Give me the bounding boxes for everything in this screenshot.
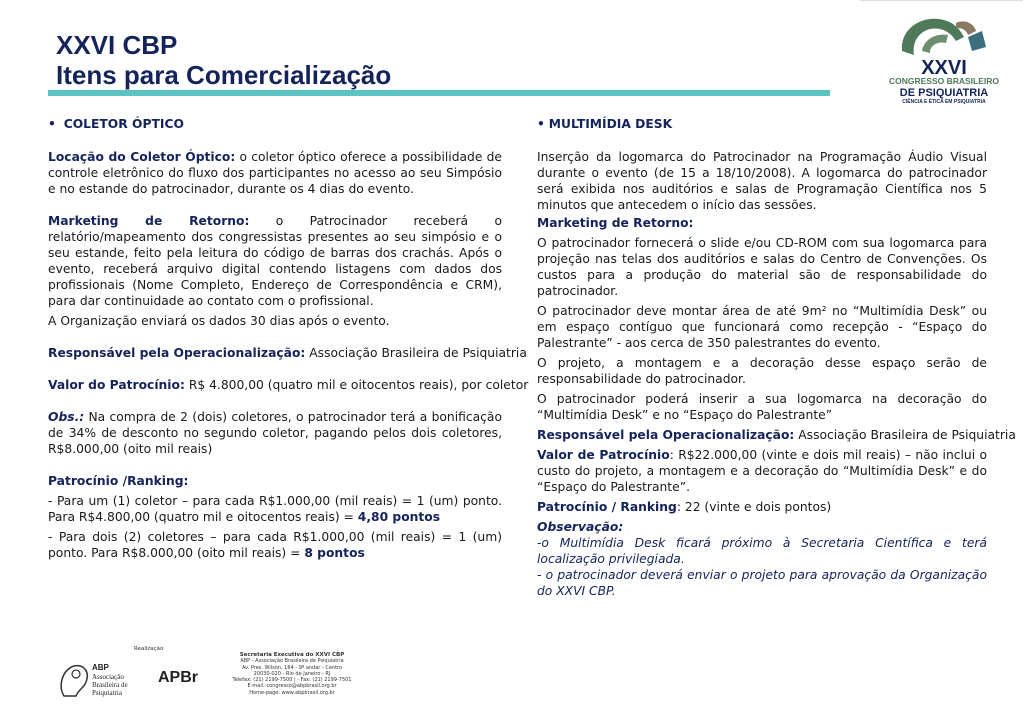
coletor-valor: Valor do Patrocínio: R$ 4.800,00 (quatro mil e oitocentos reais), por coletor — [48, 378, 529, 392]
coletor-ranking-1: - Para um (1) coletor – para cada R$1.000,00 (mil reais) = 1 (um) ponto. Para R$4.800,00 (quatro mil e oitocentos reais) = 4,80 pontos — [48, 494, 502, 524]
svg-text:DE PSIQUIATRIA: DE PSIQUIATRIA — [899, 87, 989, 99]
apbr-logo — [158, 664, 208, 688]
svg-text:Brasileira de: Brasileira de — [92, 681, 128, 689]
title-line-1: XXVI CBP — [56, 30, 178, 60]
multimidia-valor: Valor de Patrocínio: R$22.000,00 (vinte e dois mil reais) – não inclui o custo do projeto, a montagem e a decoração do “Multimídia Desk” e do “Espaço do Palestrante”. — [537, 448, 987, 494]
svg-text:CIÊNCIA E ÉTICA EM PSIQUIATRIA: CIÊNCIA E ÉTICA EM PSIQUIATRIA — [902, 99, 986, 105]
footer — [50, 644, 370, 704]
multimidia-obs-1: -o Multimídia Desk ficará próximo à Secretaria Científica e terá localização privilegiada. — [537, 536, 987, 566]
footer-secretaria — [232, 652, 352, 696]
coletor-marketing: Marketing de Retorno: o Patrocinador receberá o relatório/mapeamento dos congressistas presentes ao seu simpósio e o seu estande, feito pela leitura do código de barras dos crachás. Após o evento, receberá arquivo digital contendo listagens com dados dos profissionais (Nome Completo, Endereço de Correspondência e CRM), para dar continuidade ao contato com o profissional. — [48, 214, 502, 308]
congress-logo-graphic — [860, 1, 1023, 121]
title-line-2: Itens para Comercialização — [56, 60, 392, 90]
section-heading-coletor: • COLETOR ÓPTICO — [48, 117, 184, 131]
section-heading-multimidia: • MULTIMÍDIA DESK — [537, 117, 673, 131]
coletor-obs: Obs.: Na compra de 2 (dois) coletores, o patrocinador terá a bonificação de 34% de desconto no segundo coletor, pagando pelos dois coletores, R$8.000,00 (oito mil reais) — [48, 410, 502, 456]
svg-text:APBr: APBr — [158, 669, 199, 686]
svg-text:XXVI: XXVI — [921, 57, 967, 79]
svg-text:Associação: Associação — [92, 673, 124, 681]
multimidia-p2: O patrocinador fornecerá o slide e/ou CD-ROM com sua logomarca para projeção nas telas dos auditórios e salas do Centro de Convenções. Os custos para a produção do material são de responsabilidade do patrocinador. — [537, 236, 987, 298]
congress-logo — [860, 0, 1023, 121]
multimidia-responsavel: Responsável pela Operacionalização: Associação Brasileira de Psiquiatria — [537, 428, 1016, 442]
svg-text:ABP: ABP — [92, 663, 109, 672]
coletor-data-note: A Organização enviará os dados 30 dias após o evento. — [48, 314, 390, 328]
title-divider — [48, 90, 830, 96]
abp-logo — [54, 656, 154, 702]
coletor-ranking-label: Patrocínio /Ranking: — [48, 474, 189, 488]
multimidia-p5: O patrocinador poderá inserir a sua logomarca na decoração do “Multimídia Desk” e no “Espaço do Palestrante” — [537, 392, 987, 422]
footer-secretaria-address: ABP - Associação Brasileira de Psiquiatria Av. Pres. Wilson, 164 - 9º andar - Centro 20030-020 - Rio de Janeiro - RJ Telefax: (21) 2199-7500 | - Fax: (21) 2199-7501 E-mail: congresso@abpbrasil.org.br Home-page: www.abpbrasil.org.br — [232, 658, 352, 696]
multimidia-p3: O patrocinador deve montar área de até 9m² no “Multimídia Desk” ou em espaço contíguo que funcionará como recepção - “Espaço do Palestrante” - aos cerca de 350 palestrantes do evento. — [537, 304, 987, 350]
multimidia-ranking: Patrocínio / Ranking: 22 (vinte e dois pontos) — [537, 500, 832, 514]
left-column — [48, 116, 529, 561]
multimidia-description: Inserção da logomarca do Patrocinador na Programação Áudio Visual durante o evento (de 15 a 18/10/2008). A logomarca do patrocinador será exibida nos auditórios e salas de Programação Científica nos 5 minutos que antecedem o início das sessões. — [537, 150, 987, 212]
page-title — [56, 30, 391, 90]
right-column — [537, 116, 1016, 599]
footer-secretaria-title: Secretaria Executiva do XXVI CBP — [239, 652, 345, 658]
multimidia-p4: O projeto, a montagem e a decoração desse espaço serão de responsabilidade do patrocinador. — [537, 356, 987, 386]
multimidia-obs-2: - o patrocinador deverá enviar o projeto para aprovação da Organização do XXVI CBP. — [537, 568, 987, 598]
coletor-responsavel: Responsável pela Operacionalização: Associação Brasileira de Psiquiatria — [48, 346, 527, 360]
coletor-ranking-2: - Para dois (2) coletores – para cada R$1.000,00 (mil reais) = 1 (um) ponto. Para R$8.000,00 (oito mil reais) = 8 pontos — [48, 530, 502, 560]
multimidia-marketing-label: Marketing de Retorno: — [537, 216, 694, 230]
svg-text:Psiquiatria: Psiquiatria — [92, 689, 122, 697]
multimidia-obs-label: Observação: — [537, 520, 624, 534]
footer-realizacao-label: Realização — [134, 646, 164, 652]
coletor-description: Locação do Coletor Óptico: o coletor óptico oferece a possibilidade de controle eletrônico do fluxo dos participantes no acesso ao seu Simpósio e no estande do patrocinador, durante os 4 dias do evento. — [48, 150, 502, 196]
svg-text:CONGRESSO BRASILEIRO: CONGRESSO BRASILEIRO — [888, 76, 1000, 86]
